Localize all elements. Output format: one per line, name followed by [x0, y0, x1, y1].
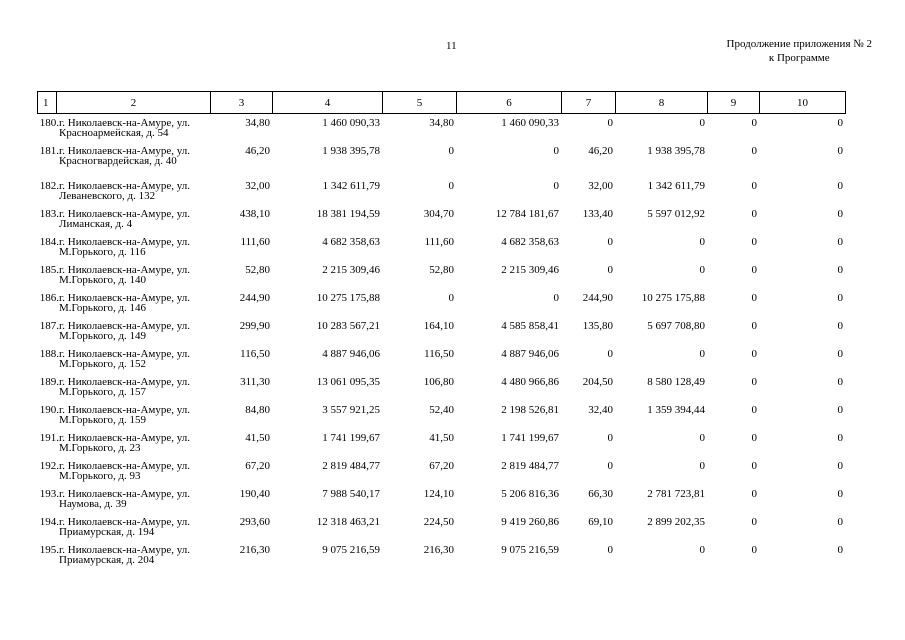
- col-5-cell: 34,80: [429, 117, 454, 129]
- col-10-cell: 0: [837, 180, 843, 192]
- col-6-cell: 9 075 216,59: [501, 544, 559, 556]
- page-number: 11: [446, 40, 457, 52]
- col-7-cell: 135,80: [582, 320, 613, 332]
- col-3-cell: 216,30: [239, 544, 270, 556]
- appendix-line-1: Продолжение приложения № 2: [726, 38, 872, 50]
- address-cell: г. Николаевск-на-Амуре, ул. М.Горького, д. 146: [59, 292, 190, 314]
- col-7-cell: 0: [607, 236, 613, 248]
- col-4-cell: 18 381 194,59: [316, 208, 380, 220]
- column-header: 8: [616, 92, 708, 114]
- table-row: [37, 517, 845, 545]
- col-6-cell: 1 460 090,33: [501, 117, 559, 129]
- col-3-cell: 41,50: [245, 432, 270, 444]
- column-header: 1: [38, 92, 57, 114]
- col-5-cell: 52,40: [429, 404, 454, 416]
- col-8-cell: 0: [699, 236, 705, 248]
- address-cell: г. Николаевск-на-Амуре, ул. Красноармейская, д. 54: [59, 117, 190, 139]
- col-6-cell: 12 784 181,67: [495, 208, 559, 220]
- col-7-cell: 0: [607, 460, 613, 472]
- col-6-cell: 1 741 199,67: [501, 432, 559, 444]
- col-9-cell: 0: [751, 145, 757, 157]
- col-10-cell: 0: [837, 292, 843, 304]
- col-10-cell: 0: [837, 460, 843, 472]
- col-6-cell: 4 585 858,41: [501, 320, 559, 332]
- table-row: [37, 545, 845, 573]
- address-cell: г. Николаевск-на-Амуре, ул. Наумова, д. 39: [59, 488, 190, 510]
- row-number-cell: 193.: [39, 488, 59, 500]
- col-10-cell: 0: [837, 432, 843, 444]
- table-row: [37, 405, 845, 433]
- row-number-cell: 184.: [39, 236, 59, 248]
- address-cell: г. Николаевск-на-Амуре, ул. М.Горького, д. 116: [59, 236, 190, 258]
- col-10-cell: 0: [837, 404, 843, 416]
- row-number-cell: 195.: [39, 544, 59, 556]
- column-header: 5: [383, 92, 457, 114]
- col-6-cell: 0: [553, 292, 559, 304]
- row-number-cell: 181.: [39, 145, 59, 157]
- col-7-cell: 32,00: [588, 180, 613, 192]
- col-3-cell: 190,40: [239, 488, 270, 500]
- col-8-cell: 2 781 723,81: [647, 488, 705, 500]
- col-9-cell: 0: [751, 180, 757, 192]
- appendix-caption: [727, 37, 872, 65]
- address-cell: г. Николаевск-на-Амуре, ул. М.Горького, д. 23: [59, 432, 190, 454]
- col-3-cell: 52,80: [245, 264, 270, 276]
- table-row: [37, 118, 845, 146]
- col-4-cell: 10 275 175,88: [316, 292, 380, 304]
- col-8-cell: 0: [699, 432, 705, 444]
- col-10-cell: 0: [837, 208, 843, 220]
- col-7-cell: 0: [607, 544, 613, 556]
- column-header: 6: [457, 92, 562, 114]
- col-3-cell: 293,60: [239, 516, 270, 528]
- col-6-cell: 4 480 966,86: [501, 376, 559, 388]
- col-9-cell: 0: [751, 292, 757, 304]
- col-7-cell: 0: [607, 348, 613, 360]
- address-cell: г. Николаевск-на-Амуре, ул. М.Горького, д. 140: [59, 264, 190, 286]
- row-number-cell: 188.: [39, 348, 59, 360]
- col-3-cell: 116,50: [240, 348, 270, 360]
- col-9-cell: 0: [751, 460, 757, 472]
- col-10-cell: 0: [837, 264, 843, 276]
- col-5-cell: 224,50: [423, 516, 454, 528]
- table-row: [37, 349, 845, 377]
- col-6-cell: 0: [553, 145, 559, 157]
- col-6-cell: 2 198 526,81: [501, 404, 559, 416]
- table-row: [37, 433, 845, 461]
- address-cell: г. Николаевск-на-Амуре, ул. М.Горького, д. 159: [59, 404, 190, 426]
- col-8-cell: 2 899 202,35: [647, 516, 705, 528]
- col-7-cell: 0: [607, 117, 613, 129]
- col-5-cell: 106,80: [423, 376, 454, 388]
- column-header: 10: [760, 92, 846, 114]
- row-number-cell: 187.: [39, 320, 59, 332]
- col-4-cell: 2 215 309,46: [322, 264, 380, 276]
- col-4-cell: 9 075 216,59: [322, 544, 380, 556]
- address-cell: г. Николаевск-на-Амуре, ул. Лиманская, д. 4: [59, 208, 190, 230]
- row-number-cell: 192.: [39, 460, 59, 472]
- col-10-cell: 0: [837, 320, 843, 332]
- col-5-cell: 0: [448, 180, 454, 192]
- col-8-cell: 5 597 012,92: [647, 208, 705, 220]
- row-number-cell: 191.: [39, 432, 59, 444]
- col-9-cell: 0: [751, 488, 757, 500]
- column-header-row: [38, 92, 846, 114]
- address-cell: г. Николаевск-на-Амуре, ул. М.Горького, д. 93: [59, 460, 190, 482]
- col-9-cell: 0: [751, 516, 757, 528]
- table-row: [37, 377, 845, 405]
- col-5-cell: 111,60: [424, 236, 454, 248]
- col-10-cell: 0: [837, 117, 843, 129]
- col-6-cell: 5 206 816,36: [501, 488, 559, 500]
- col-10-cell: 0: [837, 516, 843, 528]
- col-9-cell: 0: [751, 544, 757, 556]
- row-number-cell: 180.: [39, 117, 59, 129]
- col-9-cell: 0: [751, 236, 757, 248]
- col-3-cell: 299,90: [239, 320, 270, 332]
- col-5-cell: 164,10: [423, 320, 454, 332]
- col-4-cell: 1 460 090,33: [322, 117, 380, 129]
- address-cell: г. Николаевск-на-Амуре, ул. М.Горького, д. 149: [59, 320, 190, 342]
- column-header: 3: [211, 92, 273, 114]
- col-10-cell: 0: [837, 544, 843, 556]
- col-8-cell: 5 697 708,80: [647, 320, 705, 332]
- col-3-cell: 32,00: [245, 180, 270, 192]
- row-number-cell: 183.: [39, 208, 59, 220]
- col-8-cell: 8 580 128,49: [647, 376, 705, 388]
- column-header: 4: [273, 92, 383, 114]
- address-cell: г. Николаевск-на-Амуре, ул. М.Горького, д. 157: [59, 376, 190, 398]
- col-9-cell: 0: [751, 264, 757, 276]
- table-row: [37, 321, 845, 349]
- col-9-cell: 0: [751, 404, 757, 416]
- col-3-cell: 311,30: [240, 376, 270, 388]
- data-table: [37, 118, 845, 573]
- col-7-cell: 66,30: [588, 488, 613, 500]
- col-8-cell: 10 275 175,88: [641, 292, 705, 304]
- appendix-line-2: к Программе: [768, 52, 830, 64]
- address-cell: г. Николаевск-на-Амуре, ул. М.Горького, д. 152: [59, 348, 190, 370]
- col-6-cell: 0: [553, 180, 559, 192]
- col-9-cell: 0: [751, 376, 757, 388]
- address-cell: г. Николаевск-на-Амуре, ул. Леваневского, д. 132: [59, 180, 190, 202]
- col-4-cell: 13 061 095,35: [316, 376, 380, 388]
- table-row: [37, 209, 845, 237]
- col-9-cell: 0: [751, 117, 757, 129]
- col-4-cell: 1 342 611,79: [322, 180, 380, 192]
- col-5-cell: 41,50: [429, 432, 454, 444]
- col-5-cell: 0: [448, 292, 454, 304]
- col-7-cell: 0: [607, 264, 613, 276]
- row-number-cell: 182.: [39, 180, 59, 192]
- col-9-cell: 0: [751, 208, 757, 220]
- col-3-cell: 244,90: [239, 292, 270, 304]
- col-8-cell: 0: [699, 348, 705, 360]
- col-3-cell: 34,80: [245, 117, 270, 129]
- row-number-cell: 194.: [39, 516, 59, 528]
- col-3-cell: 67,20: [245, 460, 270, 472]
- row-number-cell: 186.: [39, 292, 59, 304]
- col-4-cell: 1 938 395,78: [322, 145, 380, 157]
- col-6-cell: 4 887 946,06: [501, 348, 559, 360]
- col-7-cell: 69,10: [588, 516, 613, 528]
- col-9-cell: 0: [751, 432, 757, 444]
- row-number-cell: 185.: [39, 264, 59, 276]
- col-5-cell: 124,10: [423, 488, 454, 500]
- col-7-cell: 133,40: [582, 208, 613, 220]
- col-5-cell: 67,20: [429, 460, 454, 472]
- table-row: [37, 237, 845, 265]
- column-header: 7: [562, 92, 616, 114]
- col-9-cell: 0: [751, 348, 757, 360]
- col-4-cell: 2 819 484,77: [322, 460, 380, 472]
- col-7-cell: 204,50: [582, 376, 613, 388]
- col-10-cell: 0: [837, 348, 843, 360]
- col-8-cell: 1 342 611,79: [647, 180, 705, 192]
- col-5-cell: 304,70: [423, 208, 454, 220]
- column-header-table: [37, 91, 846, 114]
- column-header: 9: [708, 92, 760, 114]
- column-header: 2: [57, 92, 211, 114]
- col-6-cell: 2 215 309,46: [501, 264, 559, 276]
- col-4-cell: 4 682 358,63: [322, 236, 380, 248]
- address-cell: г. Николаевск-на-Амуре, ул. Приамурская, д. 194: [59, 516, 190, 538]
- row-number-cell: 190.: [39, 404, 59, 416]
- col-4-cell: 7 988 540,17: [322, 488, 380, 500]
- col-7-cell: 32,40: [588, 404, 613, 416]
- col-3-cell: 111,60: [240, 236, 270, 248]
- col-6-cell: 4 682 358,63: [501, 236, 559, 248]
- col-7-cell: 46,20: [588, 145, 613, 157]
- table-row: [37, 146, 845, 181]
- col-4-cell: 1 741 199,67: [322, 432, 380, 444]
- col-6-cell: 9 419 260,86: [501, 516, 559, 528]
- col-3-cell: 84,80: [245, 404, 270, 416]
- col-8-cell: 0: [699, 264, 705, 276]
- table-body: [37, 118, 845, 573]
- col-10-cell: 0: [837, 236, 843, 248]
- col-8-cell: 0: [699, 460, 705, 472]
- col-7-cell: 0: [607, 432, 613, 444]
- col-4-cell: 10 283 567,21: [316, 320, 380, 332]
- table-row: [37, 265, 845, 293]
- col-8-cell: 1 938 395,78: [647, 145, 705, 157]
- col-3-cell: 438,10: [239, 208, 270, 220]
- col-10-cell: 0: [837, 145, 843, 157]
- table-row: [37, 461, 845, 489]
- col-8-cell: 0: [699, 117, 705, 129]
- row-number-cell: 189.: [39, 376, 59, 388]
- table-row: [37, 181, 845, 209]
- table-row: [37, 489, 845, 517]
- table-row: [37, 293, 845, 321]
- col-3-cell: 46,20: [245, 145, 270, 157]
- col-4-cell: 12 318 463,21: [316, 516, 380, 528]
- col-4-cell: 3 557 921,25: [322, 404, 380, 416]
- col-4-cell: 4 887 946,06: [322, 348, 380, 360]
- col-5-cell: 116,50: [424, 348, 454, 360]
- col-5-cell: 52,80: [429, 264, 454, 276]
- col-6-cell: 2 819 484,77: [501, 460, 559, 472]
- address-cell: г. Николаевск-на-Амуре, ул. Приамурская, д. 204: [59, 544, 190, 566]
- col-5-cell: 216,30: [423, 544, 454, 556]
- col-8-cell: 0: [699, 544, 705, 556]
- col-5-cell: 0: [448, 145, 454, 157]
- col-7-cell: 244,90: [582, 292, 613, 304]
- col-10-cell: 0: [837, 488, 843, 500]
- col-8-cell: 1 359 394,44: [647, 404, 705, 416]
- col-10-cell: 0: [837, 376, 843, 388]
- address-cell: г. Николаевск-на-Амуре, ул. Красногвардейская, д. 40: [59, 145, 190, 167]
- col-9-cell: 0: [751, 320, 757, 332]
